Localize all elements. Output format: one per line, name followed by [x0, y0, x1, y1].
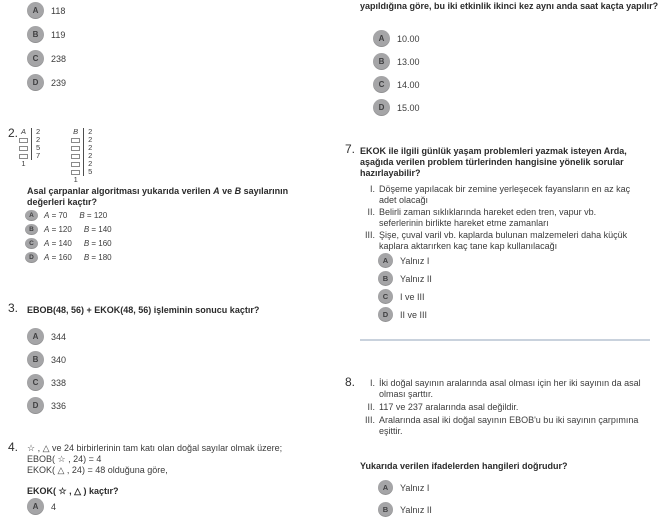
- option-badge-c[interactable]: C: [27, 374, 44, 391]
- answer-option[interactable]: [378, 271, 432, 286]
- question-number: 7.: [345, 142, 356, 156]
- option-label: A = 120 B = 140: [44, 225, 112, 234]
- option-label: 340: [51, 354, 67, 365]
- empty-quotient-box: [71, 170, 80, 175]
- answer-option[interactable]: [27, 26, 66, 43]
- answer-option[interactable]: [27, 397, 66, 414]
- option-badge-a[interactable]: A: [378, 253, 393, 268]
- answer-option[interactable]: [27, 328, 66, 345]
- option-badge-a[interactable]: A: [25, 210, 38, 221]
- answer-option[interactable]: [27, 50, 66, 67]
- answer-option[interactable]: [27, 351, 66, 368]
- option-label: I ve III: [400, 291, 425, 302]
- roman-item-text: Belirli zaman sıklıklarında hareket eden tren, vapur vb. seferlerinin birlikte hareket etme zamanları: [379, 207, 597, 228]
- factor-table-b: [68, 128, 92, 184]
- divisor: 2: [36, 127, 41, 136]
- option-badge-c[interactable]: C: [373, 76, 390, 93]
- answer-option[interactable]: [27, 374, 66, 391]
- option-label: A = 140 B = 160: [44, 239, 112, 248]
- option-badge-d[interactable]: D: [25, 252, 38, 263]
- option-label: 13.00: [397, 56, 420, 67]
- roman-numeral: II.: [367, 207, 375, 217]
- q4-question-text: EKOK( ☆ , △ ) kaçtır?: [27, 486, 119, 496]
- option-badge-d[interactable]: D: [27, 397, 44, 414]
- divisor: 5: [88, 167, 93, 176]
- option-badge-a[interactable]: A: [373, 30, 390, 47]
- option-label: Yalnız II: [400, 504, 432, 515]
- empty-quotient-box: [19, 146, 28, 151]
- option-label: 239: [51, 77, 67, 88]
- option-label: 238: [51, 53, 67, 64]
- option-badge-d[interactable]: D: [373, 99, 390, 116]
- option-label: 4: [51, 501, 57, 512]
- question-number: 3.: [8, 301, 19, 315]
- quotient-row: [68, 144, 83, 152]
- roman-numeral: III.: [364, 415, 375, 425]
- answer-option[interactable]: [378, 480, 432, 495]
- q4-line: EBOB( ☆ , 24) = 4: [27, 454, 102, 464]
- quotient-row: [16, 144, 31, 152]
- divisor: 2: [88, 135, 93, 144]
- empty-quotient-box: [71, 146, 80, 151]
- q2-text-part: Asal çarpanlar algoritması yukarıda verilen: [27, 186, 214, 196]
- q6-question-text: yapıldığına göre, bu iki etkinlik ikinci kez aynı anda saat kaçta yapılır?: [360, 1, 659, 11]
- option-badge-b[interactable]: B: [373, 53, 390, 70]
- divisor: 2: [88, 159, 93, 168]
- q8-statement-list: [360, 378, 670, 437]
- answer-option[interactable]: [25, 210, 112, 221]
- q8-question-text: Yukarıda verilen ifadelerden hangileri doğrudur?: [360, 461, 568, 471]
- option-badge-a[interactable]: A: [27, 328, 44, 345]
- option-label: 336: [51, 400, 67, 411]
- question-number: 4.: [8, 440, 19, 454]
- quotient-row: [16, 136, 31, 144]
- empty-quotient-box: [19, 138, 28, 143]
- option-label: 119: [51, 29, 66, 40]
- quotient-row: [68, 160, 83, 168]
- option-badge-b[interactable]: B: [27, 351, 44, 368]
- q4-line: ☆ , △ ve 24 birbirlerinin tam katı olan doğal sayılar olmak üzere;: [27, 443, 283, 453]
- answer-option[interactable]: [373, 53, 420, 70]
- option-badge-c[interactable]: C: [27, 50, 44, 67]
- quotient-row: [68, 136, 83, 144]
- option-label: 344: [51, 331, 67, 342]
- option-badge-c[interactable]: C: [25, 238, 38, 249]
- roman-numeral: III.: [364, 230, 375, 240]
- option-label: Yalnız I: [400, 255, 430, 266]
- answer-option[interactable]: [25, 252, 112, 263]
- answer-option[interactable]: [27, 498, 56, 515]
- option-badge-d[interactable]: D: [378, 307, 393, 322]
- factor-label: A: [20, 127, 26, 136]
- divisor: 2: [88, 151, 93, 160]
- q2-text-part: ve: [219, 186, 235, 196]
- roman-item-text: İki doğal sayının aralarında asal olması için her iki sayının da asal olması şarttır.: [379, 378, 641, 399]
- factor-table-a: [16, 128, 40, 168]
- answer-option[interactable]: [378, 253, 432, 268]
- divisor-column: [83, 128, 92, 176]
- option-label: A = 70 B = 120: [44, 211, 108, 220]
- roman-list-item: [360, 378, 670, 400]
- factor-result: 1: [73, 175, 78, 184]
- q2-options: [25, 210, 112, 263]
- answer-option[interactable]: [27, 74, 66, 91]
- option-badge-c[interactable]: C: [378, 289, 393, 304]
- factor-label: B: [73, 127, 79, 136]
- roman-list-item: [360, 207, 645, 228]
- answer-option[interactable]: [373, 76, 420, 93]
- option-badge-b[interactable]: B: [378, 271, 393, 286]
- option-label: A = 160 B = 180: [44, 253, 112, 262]
- option-label: Yalnız II: [400, 273, 432, 284]
- option-label: 338: [51, 377, 67, 388]
- option-label: 10.00: [397, 33, 420, 44]
- factor-result: 1: [21, 159, 26, 168]
- divisor: 2: [88, 143, 93, 152]
- empty-quotient-box: [71, 162, 80, 167]
- prime-factorization-diagram: [16, 128, 92, 184]
- option-badge-a[interactable]: A: [27, 2, 44, 19]
- q7-question-text: EKOK ile ilgili günlük yaşam problemleri yazmak isteyen Arda, aşağıda verilen problem türlerinden hangisine yönelik sorular hazırlayabilir?: [360, 146, 627, 178]
- option-badge-d[interactable]: D: [27, 74, 44, 91]
- option-badge-b[interactable]: B: [25, 224, 38, 235]
- empty-quotient-box: [71, 138, 80, 143]
- empty-quotient-box: [71, 154, 80, 159]
- option-label: Yalnız I: [400, 482, 430, 493]
- q4-line: EKOK( △ , 24) = 48 olduğuna göre,: [27, 465, 168, 475]
- roman-numeral: I.: [369, 378, 375, 388]
- option-badge-b[interactable]: B: [27, 26, 44, 43]
- question-number: 8.: [345, 375, 356, 389]
- option-badge-a[interactable]: A: [27, 498, 44, 515]
- divisor: 7: [36, 151, 41, 160]
- divisor: 5: [36, 143, 41, 152]
- q2-var-b: B: [234, 186, 242, 196]
- roman-list-item: [360, 230, 645, 251]
- answer-option[interactable]: [378, 307, 432, 322]
- option-badge-a[interactable]: A: [378, 480, 393, 495]
- section-divider: [360, 339, 650, 341]
- quotient-row: [68, 152, 83, 160]
- answer-option[interactable]: [373, 99, 420, 116]
- answer-option[interactable]: [25, 238, 112, 249]
- roman-numeral: II.: [367, 402, 375, 412]
- option-label: II ve III: [400, 309, 428, 320]
- roman-list-item: [360, 402, 670, 413]
- q7-options: [378, 253, 432, 322]
- q6-options: [373, 30, 420, 116]
- roman-list-item: [360, 184, 645, 205]
- empty-quotient-box: [19, 154, 28, 159]
- option-label: 14.00: [397, 79, 420, 90]
- answer-option[interactable]: [378, 502, 432, 517]
- question-number: 2.: [8, 126, 19, 140]
- q4-options: [27, 498, 56, 515]
- roman-item-text: Şişe, çuval varil vb. kaplarda bulunan malzemeleri daha küçük kaplara aktarırken kaç tane kap kullanılacağı: [379, 230, 628, 251]
- q3-question-text: EBOB(48, 56) + EKOK(48, 56) işleminin sonucu kaçtır?: [27, 305, 260, 315]
- divisor-column: [31, 128, 40, 160]
- option-label: 15.00: [397, 102, 420, 113]
- q4-statement: [27, 443, 327, 476]
- answer-option[interactable]: [373, 30, 420, 47]
- divisor: 2: [36, 135, 41, 144]
- q2-question-text: [27, 186, 319, 208]
- q3-options: [27, 328, 66, 414]
- roman-numeral: I.: [369, 184, 375, 194]
- q2-var-a: A: [213, 186, 220, 196]
- answer-option[interactable]: [27, 2, 66, 19]
- option-label: 118: [51, 5, 66, 16]
- roman-list-item: [360, 415, 670, 437]
- q2-text-part: sayılarının değerleri kaçtır?: [27, 186, 289, 207]
- roman-item-text: Döşeme yapılacak bir zemine yerleşecek fayansların en az kaç adet olacağı: [379, 184, 631, 205]
- divisor: 2: [88, 127, 93, 136]
- roman-item-text: Aralarında asal iki doğal sayının EBOB'u bu iki sayının çarpımına eşittir.: [379, 415, 639, 436]
- roman-item-text: 117 ve 237 aralarında asal değildir.: [379, 402, 519, 412]
- option-badge-b[interactable]: B: [378, 502, 393, 517]
- answer-option[interactable]: [25, 224, 112, 235]
- q1-options: [27, 2, 66, 91]
- answer-option[interactable]: [378, 289, 432, 304]
- q7-statement-list: [360, 184, 645, 251]
- q8-options: [378, 480, 432, 517]
